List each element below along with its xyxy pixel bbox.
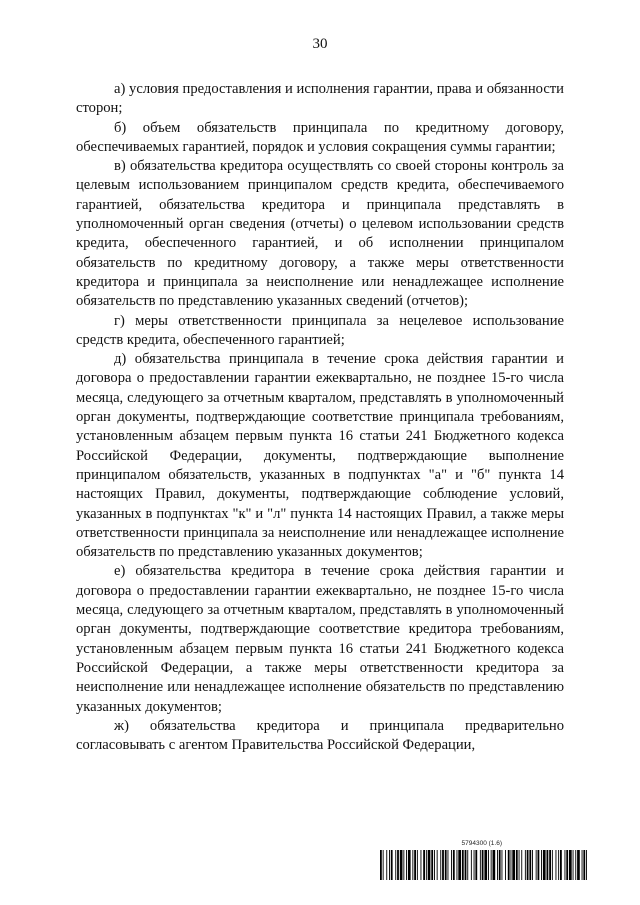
paragraph-a: а) условия предоставления и исполнения гарантии, права и обязанности сторон;: [76, 81, 564, 117]
body-text: [76, 80, 564, 755]
paragraph-zh: ж) обязательства кредитора и принципала предварительно согласовывать с агентом Правительства Российской Федерации,: [76, 717, 564, 754]
paragraph-b: б) объем обязательств принципала по кредитному договору, обеспечиваемых гарантией, порядок и условия сокращения суммы гарантии;: [76, 119, 564, 155]
barcode-block: [380, 840, 590, 884]
paragraph-e: е) обязательства кредитора в течение срока действия гарантии и договора о предоставлении гарантии ежеквартально, не позднее 15-го числа месяца, следующего за отчетным кварталом, представлять в уполномоченный орган документы, подтверждающие соответствие кредитора требованиям, установленным абзацем первым пункта 16 статьи 241 Бюджетного кодекса Российской Федерации, а также меры ответственности кредитора за неисполнение или ненадлежащее исполнение обязательств по представлению указанных документов;: [76, 563, 564, 715]
paragraph-v: в) обязательства кредитора осуществлять со своей стороны контроль за целевым использованием принципалом средств кредита, обеспечиваемого гарантией, обязательства кредитора и принципала представлять в уполномоченный орган сведения (отчеты) о целевом использовании средств кредита, обеспеченного гарантией, и об исполнении принципалом обязательств по кредитному договору, а также меры ответственности кредитора и принципала за неисполнение или ненадлежащее исполнение обязательств по представлению указанных сведений (отчетов);: [76, 158, 564, 310]
paragraph-g: г) меры ответственности принципала за нецелевое использование средств кредита, обеспеченного гарантией;: [76, 312, 564, 348]
barcode-caption: 5794300 (1.6): [461, 840, 502, 847]
paragraph-d: д) обязательства принципала в течение срока действия гарантии и договора о предоставлении гарантии ежеквартально, не позднее 15-го числа месяца, следующего за отчетным кварталом, представлять в уполномоченный орган документы, подтверждающие соответствие принципала требованиям, установленным абзацем первым пункта 16 статьи 241 Бюджетного кодекса Российской Федерации, документы, подтверждающие выполнение принципалом обязательств, указанных в подпунктах "а" и "б" пункта 14 настоящих Правил, документы, подтверждающие соблюдение условий, указанных в подпунктах "к" и "л" пункта 14 настоящих Правил, а также меры ответственности принципала за неисполнение или ненадлежащее исполнение обязательств по представлению указанных документов;: [76, 351, 564, 561]
barcode-icon: [380, 850, 590, 880]
page-number: 30: [312, 36, 328, 52]
